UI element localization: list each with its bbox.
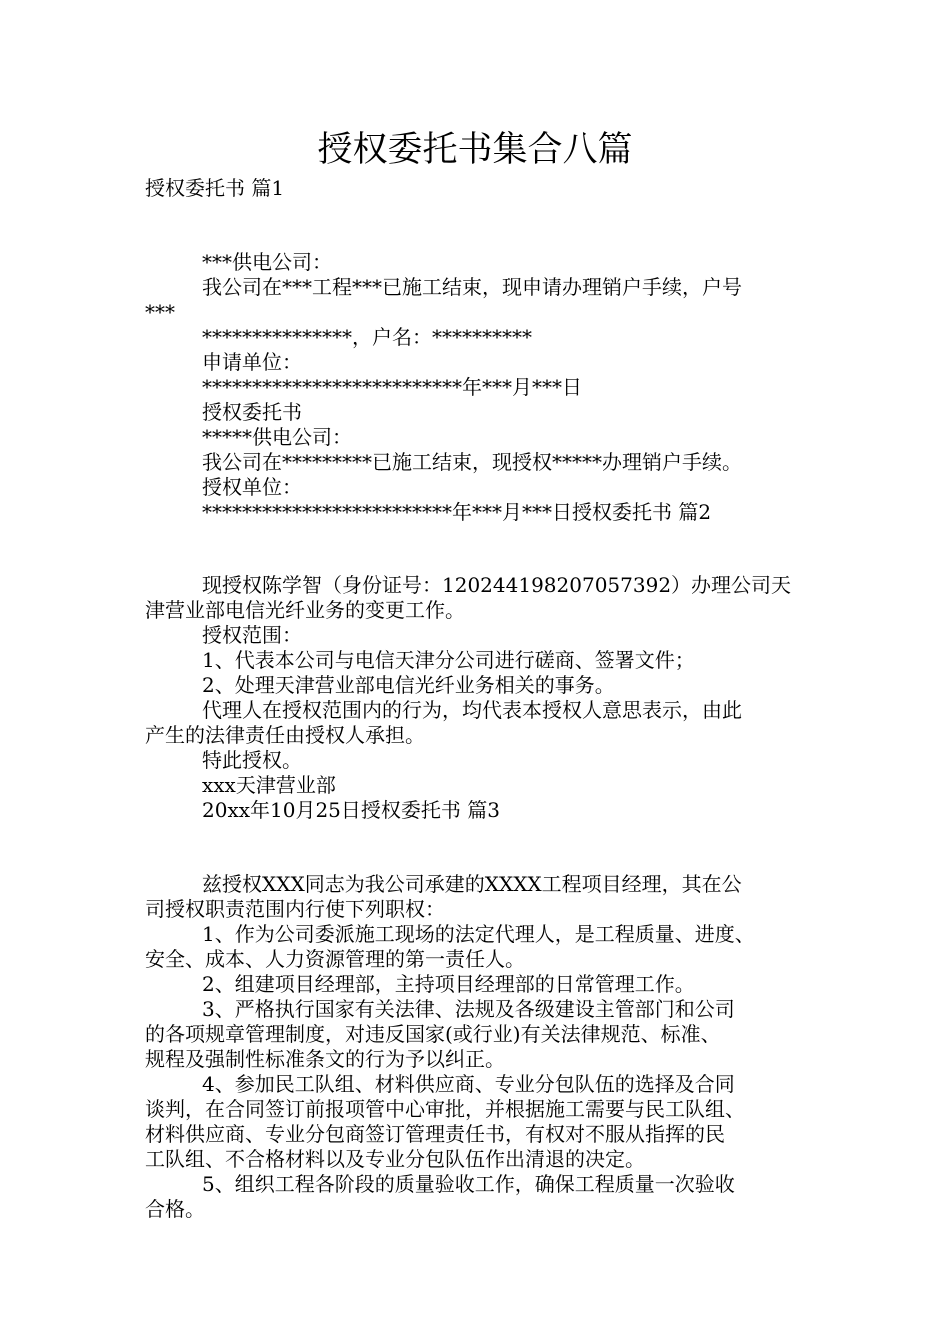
paragraph-line: 谈判，在合同签订前报项管中心审批，并根据施工需要与民工队组、 xyxy=(145,1097,745,1121)
paragraph-line: 规程及强制性标准条文的行为予以纠正。 xyxy=(145,1047,505,1071)
paragraph-line: 20xx年10月25日授权委托书 篇3 xyxy=(202,798,500,822)
paragraph-line: xxx天津营业部 xyxy=(202,773,336,797)
section-1-heading: 授权委托书 篇1 xyxy=(145,176,285,200)
paragraph-line: ***************，户名：********** xyxy=(202,325,532,349)
paragraph-line: 兹授权XXX同志为我公司承建的XXXX工程项目经理，其在公 xyxy=(202,872,742,896)
paragraph-line: 3、严格执行国家有关法律、法规及各级建设主管部门和公司 xyxy=(202,997,735,1021)
paragraph-line: 特此授权。 xyxy=(202,748,302,772)
paragraph-line: *****供电公司： xyxy=(202,425,352,449)
paragraph-line: *************************年***月***日授权委托书 篇2 xyxy=(202,500,712,524)
paragraph-line: 安全、成本、人力资源管理的第一责任人。 xyxy=(145,947,525,971)
paragraph-line: 现授权陈学智（身份证号：120244198207057392）办理公司天 xyxy=(202,573,792,597)
paragraph-line: 合格。 xyxy=(145,1197,205,1221)
paragraph-line: 5、组织工程各阶段的质量验收工作，确保工程质量一次验收 xyxy=(202,1172,735,1196)
paragraph-line: 授权范围： xyxy=(202,623,302,647)
paragraph-line: 4、参加民工队组、材料供应商、专业分包队伍的选择及合同 xyxy=(202,1072,735,1096)
paragraph-line: 1、代表本公司与电信天津分公司进行磋商、签署文件； xyxy=(202,648,695,672)
document-title: 授权委托书集合八篇 xyxy=(317,130,633,170)
paragraph-line: 司授权职责范围内行使下列职权： xyxy=(145,897,445,921)
section-3-body xyxy=(145,872,810,1222)
paragraph-line: 授权单位： xyxy=(202,475,302,499)
paragraph-line: **************************年***月***日 xyxy=(202,375,582,399)
paragraph-line: 1、作为公司委派施工现场的法定代理人，是工程质量、进度、 xyxy=(202,922,755,946)
section-2-body xyxy=(145,573,810,823)
paragraph-line: 代理人在授权范围内的行为，均代表本授权人意思表示，由此 xyxy=(202,698,742,722)
paragraph-line: 产生的法律责任由授权人承担。 xyxy=(145,723,425,747)
paragraph-line: 2、处理天津营业部电信光纤业务相关的事务。 xyxy=(202,673,615,697)
paragraph-line: 的各项规章管理制度，对违反国家(或行业)有关法律规范、标准、 xyxy=(145,1022,721,1046)
paragraph-line: 授权委托书 xyxy=(202,400,302,424)
paragraph-line: 津营业部电信光纤业务的变更工作。 xyxy=(145,598,465,622)
section-1-body xyxy=(145,250,810,525)
paragraph-line: 我公司在*********已施工结束，现授权*****办理销户手续。 xyxy=(202,450,742,474)
paragraph-line: 我公司在***工程***已施工结束，现申请办理销户手续，户号 xyxy=(202,275,742,299)
paragraph-line: ***供电公司： xyxy=(202,250,332,274)
paragraph-line: *** xyxy=(145,300,175,324)
paragraph-line: 2、组建项目经理部，主持项目经理部的日常管理工作。 xyxy=(202,972,695,996)
paragraph-line: 材料供应商、专业分包商签订管理责任书，有权对不服从指挥的民 xyxy=(145,1122,725,1146)
paragraph-line: 工队组、不合格材料以及专业分包队伍作出清退的决定。 xyxy=(145,1147,645,1171)
paragraph-line: 申请单位： xyxy=(202,350,302,374)
